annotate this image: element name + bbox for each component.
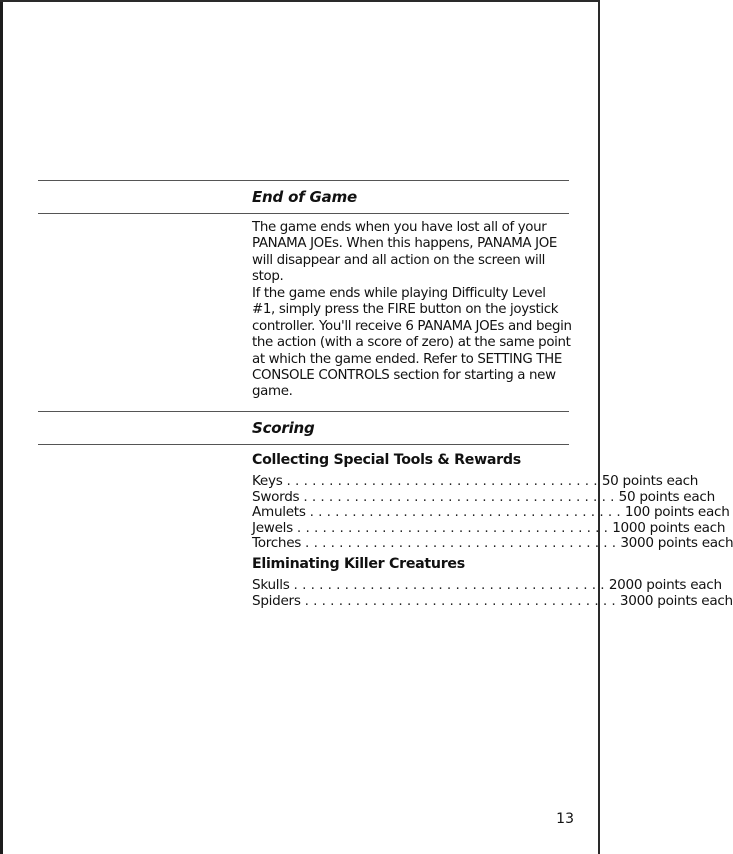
tools-points-list — [252, 473, 733, 552]
dot-leader: ..................................... — [309, 504, 625, 521]
page-number: 13 — [556, 811, 574, 827]
section-rule-top — [38, 411, 569, 412]
item-points: 50 points each — [618, 488, 715, 505]
section-heading-end-of-game: End of Game — [252, 188, 357, 206]
item-points: 3000 points each — [620, 535, 733, 552]
dot-leader: ..................................... — [296, 519, 613, 536]
item-name: Jewels — [252, 519, 293, 536]
section-heading-scoring: Scoring — [252, 419, 315, 437]
item-name: Skulls — [252, 577, 290, 593]
item-name: Spiders — [252, 592, 301, 609]
list-item — [252, 488, 715, 505]
subheading-eliminating-creatures: Eliminating Killer Creatures — [252, 556, 465, 572]
item-name: Torches — [252, 535, 302, 552]
item-points: 50 points each — [601, 473, 699, 489]
page-edge-left — [0, 0, 3, 854]
dot-leader: ..................................... — [286, 473, 602, 489]
section-rule-bottom — [38, 444, 569, 445]
item-name: Amulets — [252, 504, 306, 521]
item-name: Swords — [252, 488, 300, 505]
item-name: Keys — [252, 473, 283, 489]
end-of-game-paragraph-1: The game ends when you have lost all of your PANAMA JOEs. When this happens, PANAMA JOE will disappear and all action on the screen will stop. — [252, 220, 558, 285]
list-item — [252, 577, 722, 593]
list-item — [252, 519, 726, 536]
page-edge-right — [598, 0, 600, 854]
section-rule-bottom — [38, 213, 569, 214]
section-rule-top — [38, 180, 569, 181]
end-of-game-paragraph-2: If the game ends while playing Difficulty Level #1, simply press the FIRE button on the joystick controller. You'll receive 6 PANAMA JOEs and begin the action (with a score of zero) at the same point at which the game ended. Refer to SETTING THE CONSOLE CONTROLS section for starting a new game. — [252, 286, 572, 400]
dot-leader: ..................................... — [304, 592, 620, 609]
list-item — [252, 504, 730, 521]
dot-leader: ..................................... — [305, 535, 621, 552]
dot-leader: ..................................... — [293, 577, 609, 593]
dot-leader: ..................................... — [303, 488, 619, 505]
item-points: 2000 points each — [608, 577, 722, 593]
creatures-points-list — [252, 577, 733, 609]
item-points: 100 points each — [624, 504, 730, 521]
subheading-collecting-tools: Collecting Special Tools & Rewards — [252, 452, 521, 468]
list-item — [252, 473, 699, 489]
list-item — [252, 592, 733, 609]
item-points: 1000 points each — [612, 519, 726, 536]
item-points: 3000 points each — [619, 592, 733, 609]
page-edge-top — [0, 0, 600, 2]
list-item — [252, 535, 733, 552]
